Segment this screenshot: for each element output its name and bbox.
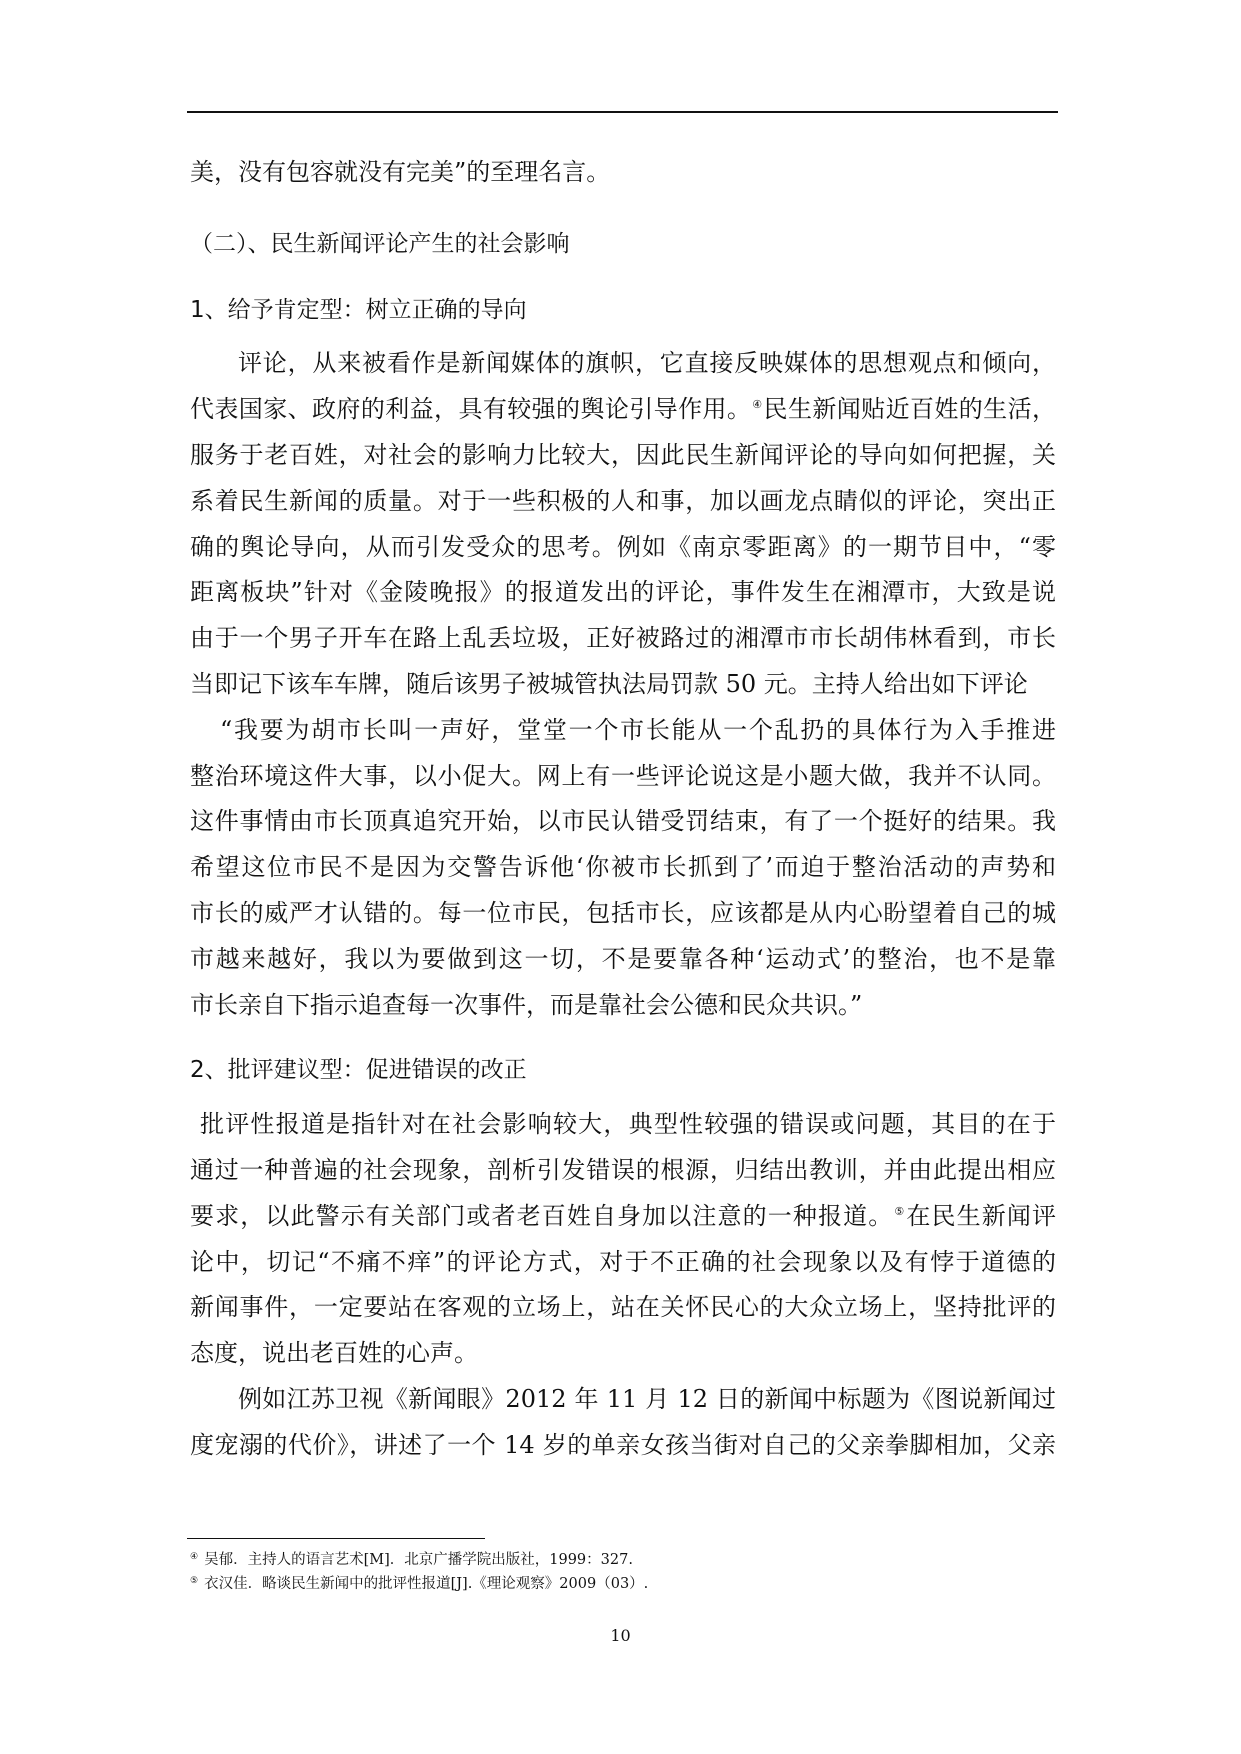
text-span: 代表国家、政府的利益，具有较强的舆论引导作用。 (190, 395, 752, 424)
text-span: 确的舆论导向，从而引发受众的思考。例如《南京零距离》的一期节目中，“零 (190, 532, 1056, 561)
text-line (190, 616, 1056, 662)
quote-line (190, 891, 1056, 937)
text-line (190, 1285, 1056, 1331)
footnote (190, 1572, 1056, 1596)
text-span: 距离板块”针对《金陵晚报》的报道发出的评论，事件发生在湘潭市，大致是说 (190, 578, 1056, 607)
page-number: 10 (610, 1626, 631, 1645)
subsection-heading (190, 288, 1056, 334)
quote-line (190, 708, 1056, 754)
text-span: “我要为胡市长叫一声好，堂堂一个市长能从一个乱扔的具体行为入手推进 (220, 715, 1056, 744)
text-span: 评论，从来被看作是新闻媒体的旗帜，它直接反映媒体的思想观点和倾向， (238, 349, 1056, 378)
text-span: 市长的威严才认错的。每一位市民，包括市长，应该都是从内心盼望着自己的城 (190, 898, 1056, 927)
text-span: 美，没有包容就没有完美”的至理名言。 (190, 158, 611, 186)
text-span: 例如江苏卫视《新闻眼》2012 年 11 月 12 日的新闻中标题为《图说新闻过 (238, 1384, 1056, 1413)
text-span: 要求，以此警示有关部门或者老百姓自身加以注意的一种报道。 (190, 1201, 894, 1230)
text-line (190, 433, 1056, 479)
footnote-text: 衣汉佳．略谈民生新闻中的批评性报道[J].《理论观察》2009（03）. (204, 1576, 649, 1592)
footnotes (190, 1548, 1056, 1596)
text-line (190, 1194, 1056, 1240)
text-span: 由于一个男子开车在路上乱丢垃圾，正好被路过的湘潭市市长胡伟林看到，市长 (190, 624, 1056, 653)
text-line (190, 1377, 1056, 1423)
footnote-rule (187, 1538, 485, 1539)
text-span: 整治环境这件大事，以小促大。网上有一些评论说这是小题大做，我并不认同。 (190, 761, 1056, 790)
subsection-heading (190, 1048, 1056, 1094)
text-line (190, 1423, 1056, 1469)
footnote (190, 1548, 1056, 1572)
text-line (190, 1148, 1056, 1194)
text-span: 2、批评建议型：促进错误的改正 (190, 1057, 527, 1084)
quote-line (190, 983, 1056, 1029)
text-span: 论中，切记“不痛不痒”的评论方式，对于不正确的社会现象以及有悖于道德的 (190, 1247, 1056, 1276)
quote-line (190, 754, 1056, 800)
header-rule (187, 111, 1058, 113)
text-span: 服务于老百姓，对社会的影响力比较大，因此民生新闻评论的导向如何把握，关 (190, 440, 1056, 469)
text-line (190, 387, 1056, 433)
text-span: 态度，说出老百姓的心声。 (190, 1339, 478, 1368)
footnote-mark: ④ (190, 1552, 199, 1562)
text-span: 系着民生新闻的质量。对于一些积极的人和事，加以画龙点睛似的评论，突出正 (190, 486, 1056, 515)
text-span: 在民生新闻评 (906, 1201, 1056, 1230)
footnote-ref[interactable]: ④ (752, 398, 763, 412)
text-span: 希望这位市民不是因为交警告诉他‘你被市长抓到了’而迫于整治活动的声势和 (190, 853, 1056, 882)
text-line (190, 662, 1056, 708)
quote-line (190, 799, 1056, 845)
section-heading (190, 222, 1056, 268)
text-line (190, 341, 1056, 387)
text-span: （二）、民生新闻评论产生的社会影响 (190, 230, 570, 257)
quote-line (190, 937, 1056, 983)
footnote-text: 吴郁．主持人的语言艺术[M]．北京广播学院出版社，1999：327. (204, 1552, 633, 1568)
footnote-mark: ⑤ (190, 1576, 199, 1586)
text-span: 民生新闻贴近百姓的生活， (763, 395, 1056, 424)
text-line (190, 150, 1056, 196)
text-span: 批评性报道是指针对在社会影响较大，典型性较强的错误或问题，其目的在于 (200, 1110, 1056, 1139)
quote-line (190, 845, 1056, 891)
text-line (190, 1240, 1056, 1286)
text-span: 度宠溺的代价》，讲述了一个 14 岁的单亲女孩当街对自己的父亲拳脚相加，父亲 (190, 1430, 1056, 1459)
footnote-ref[interactable]: ⑤ (894, 1204, 906, 1218)
text-span: 1、给予肯定型：树立正确的导向 (190, 296, 527, 323)
text-line (190, 1102, 1056, 1148)
text-line (190, 479, 1056, 525)
text-span: 通过一种普遍的社会现象，剖析引发错误的根源，归结出教训，并由此提出相应 (190, 1155, 1056, 1184)
text-span: 这件事情由市长顶真追究开始，以市民认错受罚结束，有了一个挺好的结果。我 (190, 807, 1056, 836)
text-span: 新闻事件，一定要站在客观的立场上，站在关怀民心的大众立场上，坚持批评的 (190, 1293, 1056, 1322)
text-span: 当即记下该车车牌，随后该男子被城管执法局罚款 50 元。主持人给出如下评论 (190, 669, 1028, 698)
text-span: 市长亲自下指示追查每一次事件，而是靠社会公德和民众共识。” (190, 990, 863, 1019)
body-text (190, 150, 1056, 1469)
text-line (190, 1331, 1056, 1377)
text-line (190, 525, 1056, 571)
text-line (190, 570, 1056, 616)
text-span: 市越来越好，我以为要做到这一切，不是要靠各种‘运动式’的整治，也不是靠 (190, 944, 1056, 973)
